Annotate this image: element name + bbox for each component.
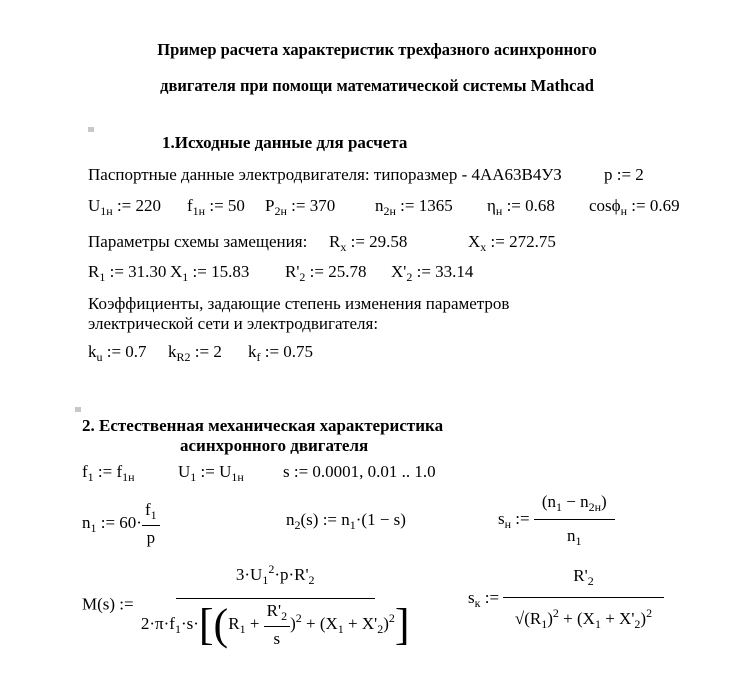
subscript: 1	[190, 470, 197, 484]
section2-heading-2: асинхронного двигателя	[180, 436, 369, 455]
math-text: M(s) :=	[82, 594, 138, 614]
math-text: :=	[511, 509, 534, 529]
math-text: R'	[573, 566, 588, 585]
M-denominator	[138, 599, 413, 649]
subscript: 2	[299, 270, 306, 284]
math-text: η	[487, 196, 496, 215]
math-text: +	[245, 613, 264, 633]
math-text: := 29.58	[346, 232, 408, 251]
subscript: 1н	[231, 470, 244, 484]
subscript: u	[96, 350, 103, 364]
math-text: + (X	[558, 609, 595, 628]
math-text: )	[547, 609, 553, 628]
subscript: 2н	[274, 204, 287, 218]
subscript: 1	[337, 621, 344, 636]
math-text: p	[146, 528, 156, 547]
eq-kR2[interactable]	[168, 342, 222, 365]
math-text: U	[88, 196, 101, 215]
math-text: := 15.83	[188, 262, 250, 281]
subscript: 2н	[383, 204, 396, 218]
R2-denominator	[271, 627, 284, 649]
math-text: + (X	[301, 613, 338, 633]
math-text: := 370	[286, 196, 336, 215]
math-text: + X'	[600, 609, 635, 628]
subscript: 1	[87, 470, 94, 484]
supscript: 2	[646, 606, 653, 620]
math-text: := 0.69	[627, 196, 680, 215]
math-text: f	[187, 196, 193, 215]
sk-lhs	[468, 587, 504, 610]
math-text: := 33.14	[412, 262, 474, 281]
math-text: := 220	[112, 196, 162, 215]
math-text: R	[88, 262, 100, 281]
eq-n1[interactable]	[82, 500, 160, 548]
subscript: 1	[349, 518, 356, 532]
region-marker[interactable]	[75, 407, 81, 412]
subscript: н	[620, 204, 628, 218]
math-text: p := 2	[604, 165, 644, 184]
subscript: 2	[587, 574, 594, 588]
math-text: √(R	[514, 609, 542, 628]
eq-X2prime[interactable]	[391, 262, 473, 285]
subscript: 2	[294, 518, 301, 532]
eq-n2[interactable]	[286, 510, 406, 533]
supscript: 2	[268, 562, 275, 576]
bracket-close: ]	[394, 600, 410, 649]
section2-heading-1: 2. Естественная механическая характеристика	[82, 416, 444, 435]
math-text: X	[170, 262, 183, 281]
M-den-R1	[228, 613, 264, 636]
eq-ku[interactable]	[88, 342, 147, 365]
math-text: k	[248, 342, 257, 361]
n1-lhs	[82, 512, 142, 535]
subscript: 2	[308, 573, 315, 587]
eq-f1[interactable]	[82, 462, 135, 485]
math-text: := 50	[205, 196, 245, 215]
math-text: R'	[266, 601, 282, 620]
eq-R1[interactable]	[88, 262, 166, 285]
sn-fraction	[534, 492, 615, 549]
math-text: := 272.75	[486, 232, 556, 251]
math-text: n	[82, 512, 91, 532]
eq-p[interactable]	[604, 165, 644, 185]
subscript: к	[474, 595, 481, 610]
subscript: 2	[634, 617, 641, 631]
math-text: n	[286, 510, 295, 529]
subscript: 1	[182, 270, 189, 284]
math-text: P	[265, 196, 275, 215]
M-den-suffix	[290, 610, 395, 636]
coef-label-2: электрической сети и электродвигателя:	[88, 314, 379, 333]
eq-X1[interactable]	[170, 262, 249, 285]
eq-cosphi-n[interactable]	[589, 196, 680, 219]
math-text: n	[375, 196, 384, 215]
subscript: 1	[262, 573, 269, 587]
math-text: )	[383, 613, 389, 633]
math-text: k	[168, 342, 177, 361]
math-text: f	[144, 500, 151, 519]
passport-label: Паспортные данные электродвигателя: типоразмер - 4АА63В4УЗ	[88, 165, 562, 184]
subscript: 1н	[100, 204, 113, 218]
sn-numerator	[534, 492, 615, 520]
math-text: R'	[285, 262, 300, 281]
subscript: 2н	[588, 500, 602, 514]
n1-numerator	[142, 500, 160, 526]
eq-Rx[interactable]	[329, 232, 407, 255]
region-marker[interactable]	[88, 127, 94, 132]
eq-sn[interactable]	[498, 492, 615, 549]
math-text: (s) := n	[300, 510, 350, 529]
supscript: 2	[295, 610, 302, 625]
M-numerator	[176, 562, 375, 599]
math-text: X'	[391, 262, 407, 281]
subscript: 2	[406, 270, 413, 284]
math-text: ·s·	[180, 613, 199, 633]
subscript: 1	[99, 270, 106, 284]
math-text: f	[82, 462, 88, 481]
math-text: := f	[93, 462, 123, 481]
subscript: R2	[176, 350, 191, 364]
subscript: 1	[575, 534, 582, 548]
math-text: − n	[562, 492, 589, 511]
math-text: := 25.78	[305, 262, 367, 281]
supscript: 2	[388, 610, 395, 625]
math-text: ·p·R'	[274, 565, 309, 584]
M-lhs	[82, 594, 138, 613]
coef-label-1: Коэффициенты, задающие степень изменения параметров	[88, 294, 510, 313]
math-text: U	[178, 462, 191, 481]
eq-U1[interactable]	[178, 462, 244, 485]
math-text: R	[228, 613, 240, 633]
eq-kf[interactable]	[248, 342, 313, 365]
math-text: := 31.30	[105, 262, 167, 281]
R2-over-s	[264, 601, 290, 649]
sk-fraction	[503, 566, 663, 632]
sn-lhs	[498, 509, 534, 532]
n1-fraction	[142, 500, 160, 548]
math-text: := 0.75	[260, 342, 314, 361]
eq-R2prime[interactable]	[285, 262, 366, 285]
math-text: 2·π·f	[140, 613, 175, 633]
sn-denominator	[564, 520, 585, 549]
subscript: н	[495, 204, 503, 218]
math-text: n	[567, 526, 576, 545]
subscript: 1н	[122, 470, 135, 484]
eq-n2n[interactable]	[375, 196, 453, 219]
n1-denominator	[144, 526, 159, 548]
subscript: 1	[174, 621, 181, 636]
math-text: := 60·	[96, 512, 142, 532]
math-text: s	[468, 587, 475, 607]
subscript: 1	[556, 500, 563, 514]
math-text: s	[273, 629, 281, 648]
eq-U1n[interactable]	[88, 196, 161, 219]
R2-numerator	[264, 601, 290, 627]
circuit-label: Параметры схемы замещения:	[88, 232, 308, 251]
M-den-prefix	[140, 613, 199, 636]
eq-sk[interactable]	[468, 566, 664, 632]
bracket-open: [(	[198, 600, 229, 649]
math-text: :=	[480, 587, 504, 607]
sk-numerator	[503, 566, 663, 598]
eq-Xx[interactable]	[468, 232, 556, 255]
subscript: 1	[594, 617, 601, 631]
subscript: 1	[90, 520, 97, 535]
M-fraction	[138, 562, 413, 649]
math-text: s := 0.0001, 0.01 .. 1.0	[283, 462, 436, 481]
eq-M[interactable]	[82, 562, 413, 649]
subscript: 2	[377, 621, 384, 636]
math-text: k	[88, 342, 97, 361]
eq-P2n[interactable]	[265, 196, 335, 219]
math-text: := 0.7	[102, 342, 147, 361]
subscript: 1	[541, 617, 548, 631]
subscript: x	[480, 240, 487, 254]
subscript: н	[504, 517, 512, 532]
math-text: s	[498, 509, 505, 529]
subscript: f	[256, 350, 261, 364]
math-text: := U	[196, 462, 232, 481]
math-text: := 2	[190, 342, 222, 361]
math-text: 3·U	[235, 565, 263, 584]
eq-f1n[interactable]	[187, 196, 245, 219]
math-text: := 1365	[395, 196, 453, 215]
subscript: x	[340, 240, 347, 254]
sk-denominator	[512, 598, 655, 632]
eq-eta-n[interactable]	[487, 196, 555, 219]
math-text: X	[468, 232, 481, 251]
title-line-1: Пример расчета характеристик трехфазного асинхронного	[157, 40, 597, 59]
eq-s-range[interactable]	[283, 462, 436, 482]
math-text: cosϕ	[589, 196, 621, 215]
math-text: )	[601, 492, 607, 511]
title-line-2: двигателя при помощи математической системы Mathcad	[160, 76, 594, 95]
math-text: R	[329, 232, 341, 251]
subscript: 1н	[192, 204, 206, 218]
math-text: )	[640, 609, 647, 628]
math-text: )	[290, 613, 296, 633]
math-text: ·(1 − s)	[355, 510, 406, 529]
section1-heading: 1.Исходные данные для расчета	[162, 133, 408, 152]
supscript: 2	[552, 606, 559, 620]
subscript: 1	[239, 621, 246, 636]
math-text: (n	[541, 492, 557, 511]
subscript: 1	[150, 508, 157, 522]
subscript: 2	[281, 609, 288, 623]
math-text: := 0.68	[502, 196, 555, 215]
math-text: + X'	[343, 613, 378, 633]
